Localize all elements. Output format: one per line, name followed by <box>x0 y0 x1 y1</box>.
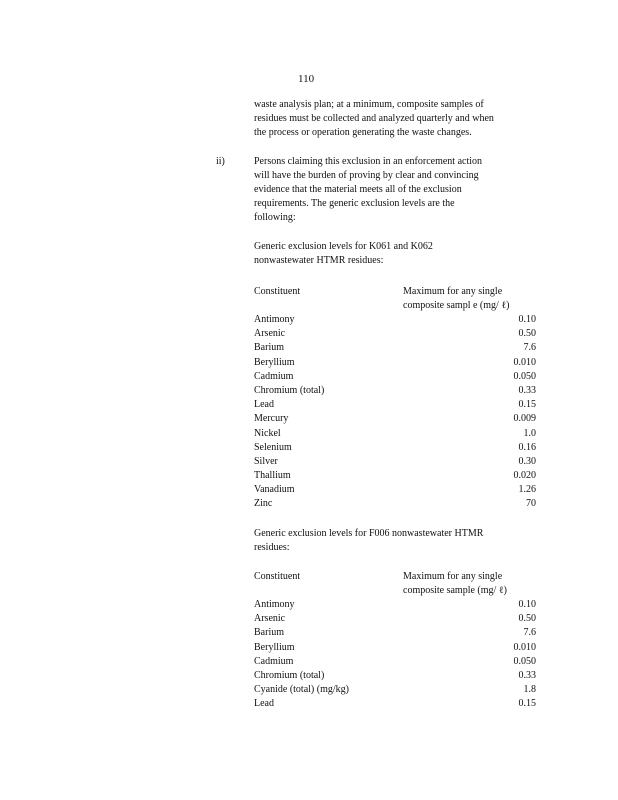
table-row <box>254 497 536 511</box>
constituent-value: 0.010 <box>513 356 536 368</box>
table-row <box>254 356 536 370</box>
heading-line: nonwastewater HTMR residues: <box>254 255 384 266</box>
constituent-name: Lead <box>254 698 274 710</box>
constituent-value: 0.33 <box>518 384 536 396</box>
constituent-value: 7.6 <box>523 627 536 639</box>
constituent-value: 1.26 <box>518 484 536 496</box>
column-header-maximum <box>403 285 523 313</box>
paragraph-line: evidence that the material meets all of the exclusion <box>254 184 462 195</box>
constituent-value: 0.009 <box>513 413 536 425</box>
constituent-name: Chromium (total) <box>254 669 325 681</box>
table-header <box>254 570 536 598</box>
constituent-name: Lead <box>254 399 274 411</box>
constituent-value: 0.050 <box>513 370 536 382</box>
constituent-value: 0.16 <box>518 441 536 453</box>
table-row <box>254 669 536 683</box>
intro-line: the process or operation generating the waste changes. <box>254 127 472 138</box>
table-row <box>254 455 536 469</box>
paragraph-label: ii) <box>216 156 225 167</box>
table-row <box>254 384 536 398</box>
constituent-value: 7.6 <box>523 342 536 354</box>
constituent-name: Thallium <box>254 470 291 482</box>
header-line: composite sample (mg/ ℓ) <box>403 585 507 597</box>
constituent-value: 0.50 <box>518 328 536 340</box>
table-row <box>254 427 536 441</box>
constituent-name: Cadmium <box>254 370 294 382</box>
intro-paragraph <box>254 98 540 140</box>
constituent-name: Beryllium <box>254 641 295 653</box>
constituent-name: Beryllium <box>254 356 295 368</box>
column-header-constituent: Constituent <box>254 286 301 297</box>
table-row <box>254 655 536 669</box>
constituent-value: 1.0 <box>523 427 536 439</box>
paragraph-line: will have the burden of proving by clear and convincing <box>254 170 479 181</box>
constituent-name: Barium <box>254 627 284 639</box>
constituent-value: 0.020 <box>513 470 536 482</box>
constituent-name: Chromium (total) <box>254 384 325 396</box>
constituent-value: 0.10 <box>518 314 536 325</box>
table-row <box>254 598 536 612</box>
exclusion-table-f006 <box>254 570 536 712</box>
header-line: Maximum for any single <box>403 571 503 582</box>
constituent-name: Arsenic <box>254 613 286 625</box>
paragraph-ii <box>254 155 526 225</box>
page-number: 110 <box>298 73 315 85</box>
intro-line: residues must be collected and analyzed quarterly and when <box>254 113 494 124</box>
table-row <box>254 697 536 711</box>
paragraph-line: following: <box>254 212 296 223</box>
table-row <box>254 341 536 355</box>
table-row <box>254 683 536 697</box>
constituent-name: Silver <box>254 455 278 467</box>
paragraph-line: Persons claiming this exclusion in an enforcement action <box>254 156 482 167</box>
constituent-value: 0.050 <box>513 655 536 667</box>
table-row <box>254 313 536 327</box>
table2-heading <box>254 527 529 555</box>
constituent-name: Nickel <box>254 427 281 439</box>
constituent-name: Vanadium <box>254 484 295 496</box>
constituent-name: Cyanide (total) (mg/kg) <box>254 684 349 696</box>
table-row <box>254 441 536 455</box>
constituent-name: Barium <box>254 342 284 354</box>
table-row <box>254 398 536 412</box>
constituent-value: 0.33 <box>518 669 536 681</box>
table-row <box>254 626 536 640</box>
constituent-name: Mercury <box>254 413 289 425</box>
constituent-value: 70 <box>526 498 536 510</box>
table-header <box>254 285 536 313</box>
constituent-value: 0.010 <box>513 641 536 653</box>
column-header-constituent: Constituent <box>254 571 301 582</box>
heading-line: residues: <box>254 542 290 553</box>
constituent-name: Antimony <box>254 314 295 325</box>
table1-heading <box>254 240 469 268</box>
header-line: composite sampl e (mg/ ℓ) <box>403 300 510 312</box>
table-row <box>254 412 536 426</box>
heading-line: Generic exclusion levels for F006 nonwastewater HTMR <box>254 528 484 539</box>
table-row <box>254 612 536 626</box>
constituent-value: 0.15 <box>518 698 536 710</box>
heading-line: Generic exclusion levels for K061 and K062 <box>254 241 433 252</box>
constituent-name: Arsenic <box>254 328 286 340</box>
constituent-value: 0.50 <box>518 613 536 625</box>
table-row <box>254 327 536 341</box>
constituent-value: 0.30 <box>518 455 536 467</box>
exclusion-table-k061-k062 <box>254 285 536 512</box>
constituent-name: Zinc <box>254 498 273 510</box>
table-row <box>254 469 536 483</box>
intro-line: waste analysis plan; at a minimum, composite samples of <box>254 99 484 110</box>
constituent-name: Cadmium <box>254 655 294 667</box>
header-line: Maximum for any single <box>403 286 503 297</box>
constituent-value: 0.10 <box>518 599 536 610</box>
constituent-name: Antimony <box>254 599 295 610</box>
table-row <box>254 370 536 384</box>
column-header-maximum <box>403 570 523 598</box>
table-row <box>254 483 536 497</box>
constituent-value: 1.8 <box>523 684 536 696</box>
paragraph-line: requirements. The generic exclusion levels are the <box>254 198 455 209</box>
constituent-name: Selenium <box>254 441 292 453</box>
table-row <box>254 641 536 655</box>
constituent-value: 0.15 <box>518 399 536 411</box>
